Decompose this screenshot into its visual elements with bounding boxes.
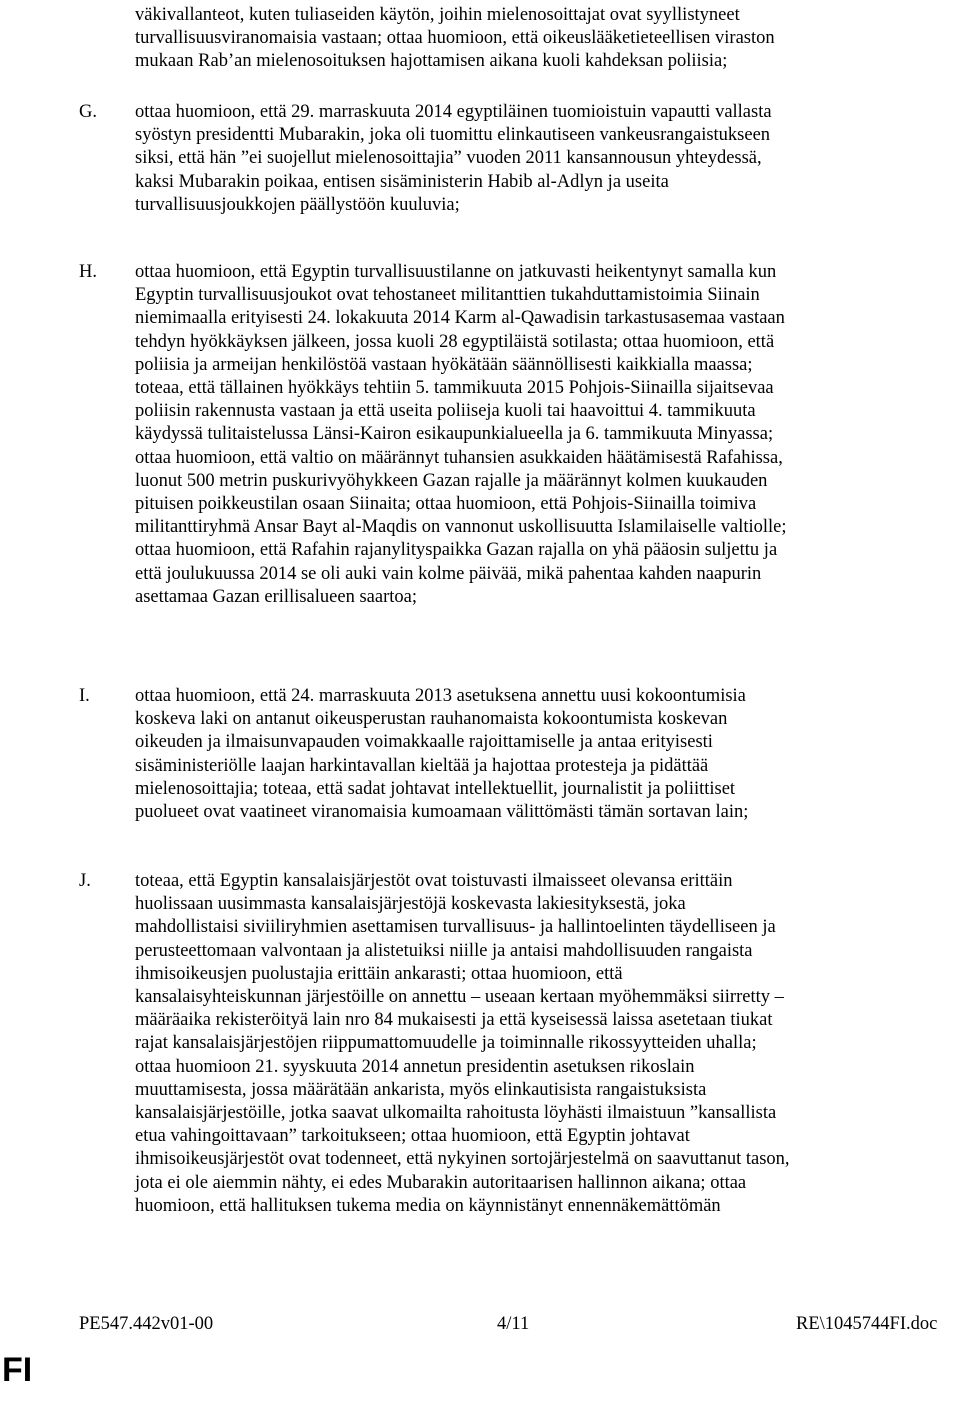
text-line: kansalaisjärjestöille, jotka saavat ulkomailta rahoitusta löyhästi ilmaistuun ”kansallista: [135, 1103, 777, 1123]
text-line: koskeva laki on antanut oikeusperustan rauhanomaista kokoontumista koskevan: [135, 709, 728, 730]
text-line: oikeuden ja ilmaisunvapauden voimakkaalle rajoittamiselle ja antaa erityisesti: [135, 732, 713, 753]
text-line: ottaa huomioon, että Egyptin turvallisuustilanne on jatkuvasti heikentynyt samalla kun: [135, 262, 777, 282]
text-line: asettamaa Gazan erillisalueen saartoa;: [135, 586, 417, 607]
text-line: etua vahingoittavaan” tarkoitukseen; ottaa huomioon, että Egyptin johtavat: [135, 1126, 690, 1147]
text-line: siksi, että hän ”ei suojellut mielenosoittajia” vuoden 2011 kansannousun yhteydessä,: [135, 148, 762, 169]
text-line: ottaa huomioon, että Rafahin rajanylityspaikka Gazan rajalla on yhä pääosin suljettu ja: [135, 540, 778, 561]
footer-file-name: RE\1045744FI.doc: [796, 1314, 938, 1334]
text-line: Egyptin turvallisuusjoukot ovat tehostaneet militanttien tukahduttamistoimia Siinain: [135, 285, 760, 306]
text-line: kaksi Mubarakin poikaa, entisen sisäministerin Habib al-Adlyn ja useita: [135, 171, 669, 192]
text-line: sisäministeriölle laajan harkintavallan kieltää ja hajottaa protesteja ja pidättää: [135, 755, 709, 776]
text-line: toteaa, että tällainen hyökkäys tehtiin 5. tammikuuta 2015 Pohjois-Siinailla sijaitsevaa: [135, 378, 774, 398]
text-line: niemimaalla erityisesti 24. lokakuuta 2014 Karm al-Qawadisin tarkastusasemaa vastaan: [135, 308, 785, 329]
paragraph-marker: G.: [79, 102, 97, 122]
text-line: ihmisoikeusjen puolustajia erittäin ankarasti; ottaa huomioon, että: [135, 963, 623, 984]
text-line: pituisen poikkeustilan osaan Siinaita; ottaa huomioon, että Pohjois-Siinailla toimiva: [135, 494, 757, 514]
text-line: mukaan Rab’an mielenosoituksen hajottamisen aikana kuoli kahdeksan poliisia;: [135, 51, 728, 72]
text-line: rajat kansalaisjärjestöjen riippumattomuudelle ja toiminnalle rikossyytteiden uhalla;: [135, 1033, 757, 1054]
footer-page-number: 4/11: [497, 1314, 530, 1334]
text-line: huolissaan uusimmasta kansalaisjärjestöjä koskevasta lakiesityksestä, joka: [135, 894, 686, 915]
text-line: kansalaisyhteiskunnan järjestöille on annettu – useaan kertaan myöhemmäksi siirretty –: [135, 987, 784, 1007]
text-line: puolueet ovat vaatineet viranomaisia kumoamaan välittömästi tämän sortavan lain;: [135, 802, 749, 822]
text-line: ottaa huomioon, että 24. marraskuuta 2013 asetuksena annettu uusi kokoontumisia: [135, 686, 746, 706]
text-line: muuttamisesta, jossa määrätään ankarista, myös elinkautisista rangaistuksista: [135, 1079, 707, 1100]
text-line: turvallisuusviranomaisia vastaan; ottaa huomioon, että oikeuslääketieteellisen viraston: [135, 28, 775, 49]
text-line: ihmisoikeusjärjestöt ovat todenneet, että nykyinen sortojärjestelmä on saavuttanut tason,: [135, 1149, 790, 1170]
text-line: ottaa huomioon 21. syyskuuta 2014 annetun presidentin asetuksen rikoslain: [135, 1056, 695, 1077]
text-line: militanttiryhmä Ansar Bayt al-Maqdis on vannonut uskollisuutta Islamilaiselle valtiolle;: [135, 517, 787, 538]
language-code: FI: [2, 1351, 33, 1389]
text-line: poliisin rakennusta vastaan ja että useita poliiseja kuoli tai haavoittui 4. tammikuuta: [135, 401, 756, 422]
text-line: luonut 500 metrin puskurivyöhykkeen Gazan rajalle ja määrännyt kolmen kuukauden: [135, 470, 768, 491]
footer-doc-reference: PE547.442v01-00: [79, 1314, 214, 1334]
text-line: huomioon, että hallituksen tukema media on käynnistänyt ennennäkemättömän: [135, 1195, 721, 1216]
text-line: väkivallanteot, kuten tuliaseiden käytön, joihin mielenosoittajat ovat syyllistyneet: [135, 5, 740, 25]
text-line: että joulukuussa 2014 se oli auki vain kolme päivää, mikä pahentaa kahden naapurin: [135, 563, 762, 584]
text-line: tehdyn hyökkäyksen jälkeen, jossa kuoli 28 egyptiläistä sotilasta; ottaa huomioon, että: [135, 331, 775, 352]
text-line: käydyssä tulitaistelussa Länsi-Kairon esikaupunkialueella ja 6. tammikuuta Minyassa;: [135, 424, 774, 445]
text-line: toteaa, että Egyptin kansalaisjärjestöt ovat toistuvasti ilmaisseet olevansa erittäin: [135, 871, 733, 891]
text-line: jota ei ole aiemmin nähty, ei edes Mubarakin autoritaarisen hallinnon aikana; ottaa: [135, 1172, 747, 1193]
text-line: ottaa huomioon, että 29. marraskuuta 2014 egyptiläinen tuomioistuin vapautti vallasta: [135, 102, 772, 122]
text-line: syöstyn presidentti Mubarakin, joka oli tuomittu elinkautiseen vankeusrangaistukseen: [135, 125, 771, 146]
text-line: poliisia ja armeijan henkilöstöä vastaan hyökätään säännöllisesti kaikkialla maassa;: [135, 354, 753, 375]
text-line: mielenosoittajia; toteaa, että sadat johtavat intellektuellit, journalistit ja poliittiset: [135, 778, 736, 799]
paragraph-marker: J.: [79, 871, 91, 891]
text-line: turvallisuusjoukkojen päällystöön kuuluvia;: [135, 194, 460, 215]
text-line: perusteettomaan valvontaan ja alistetuiksi niille ja antaisi mahdollisuuden rangaista: [135, 940, 753, 961]
text-line: määräaika rekisteröityä lain nro 84 mukaisesti ja että kyseisessä laissa asetetaan tiukat: [135, 1010, 773, 1031]
paragraph-marker: H.: [79, 262, 97, 282]
text-line: mahdollistaisi siviiliryhmien asettamisen turvallisuus- ja hallintoelinten täydelliseen ja: [135, 917, 776, 938]
text-line: ottaa huomioon, että valtio on määrännyt tuhansien asukkaiden häätämisestä Rafahissa,: [135, 447, 783, 468]
paragraph-marker: I.: [79, 686, 90, 706]
